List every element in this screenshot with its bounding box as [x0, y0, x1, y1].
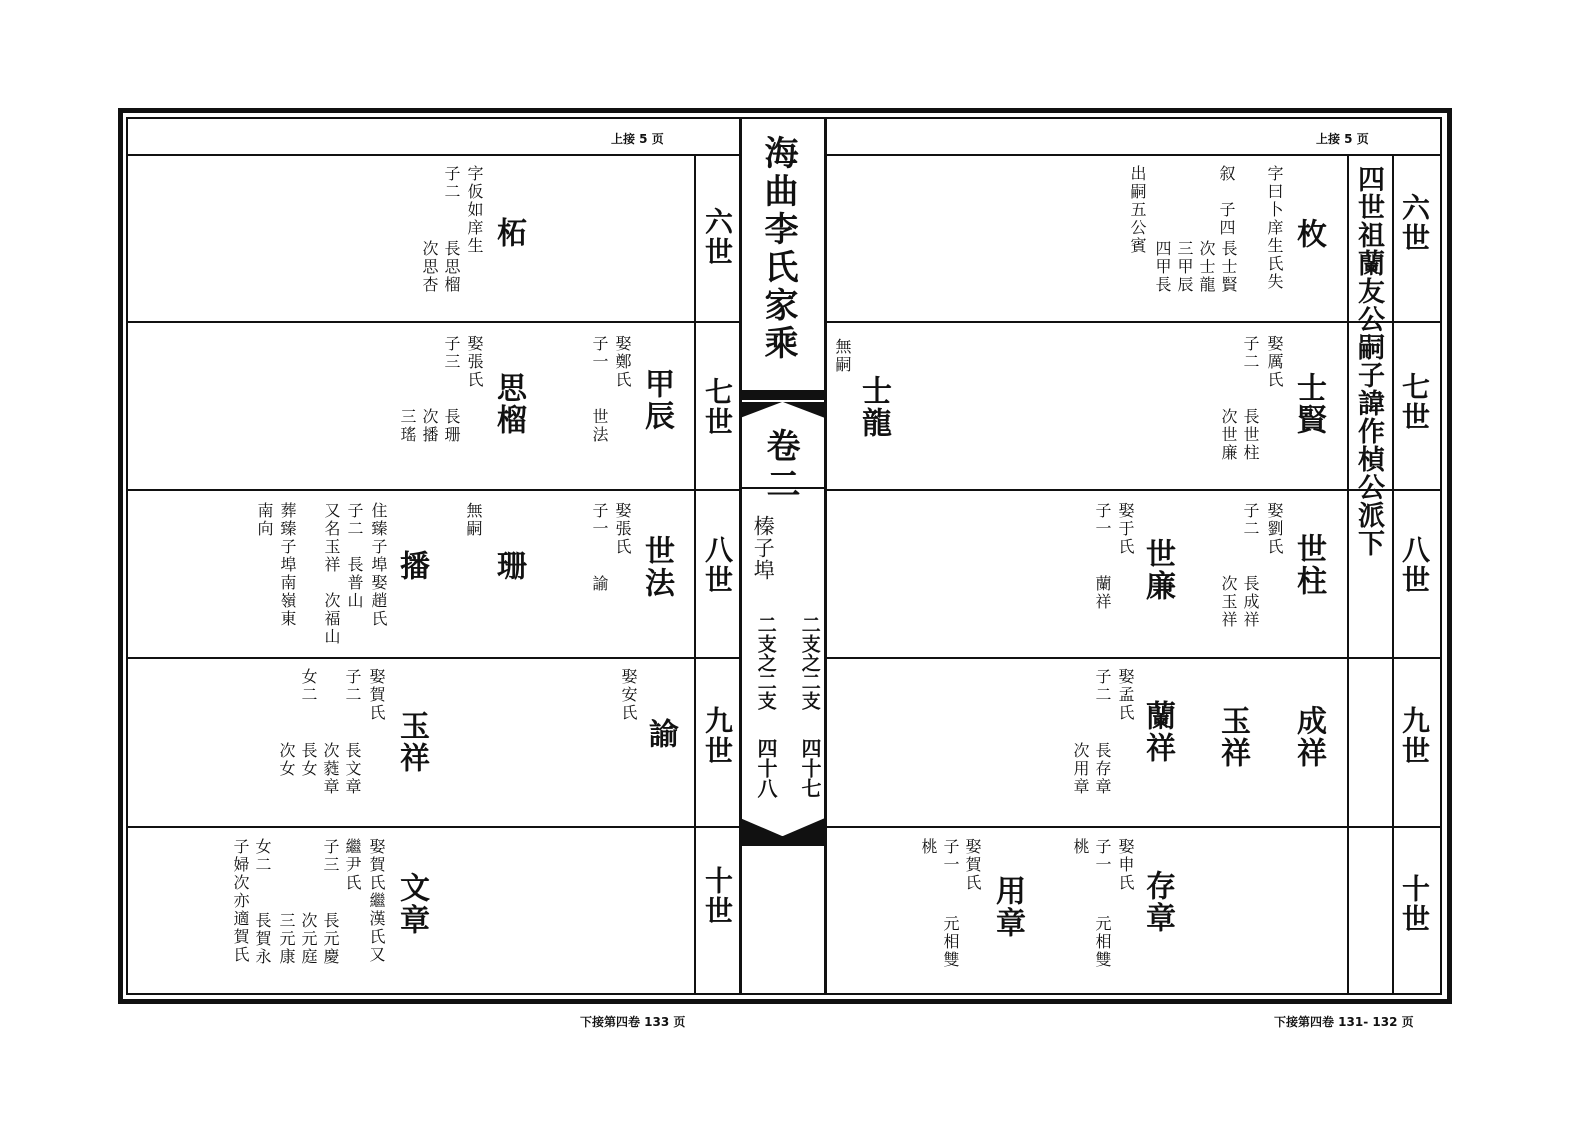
person-note: 女二 [299, 668, 318, 704]
person-note: 長存章 [1093, 742, 1112, 796]
person-note: 住臻子埠娶趙氏 [369, 502, 388, 628]
person-note: 娶申氏 [1116, 838, 1135, 892]
person-name: 文章 [394, 872, 429, 936]
place-label: 榛子埠 [751, 515, 776, 581]
gen-label-left-9: 九世 [701, 706, 734, 766]
person-note: 次女 [277, 742, 296, 778]
person-name: 甲辰 [639, 368, 674, 432]
person-note: 南向 [255, 502, 274, 538]
person-note: 娶張氏 [465, 335, 484, 389]
person-name: 蘭祥 [1140, 700, 1175, 764]
person-note: 子一 [590, 502, 609, 538]
person-name: 成祥 [1291, 705, 1326, 769]
person-name: 世柱 [1291, 533, 1326, 597]
person-name: 玉祥 [1215, 705, 1250, 769]
person-name: 士龍 [856, 375, 891, 439]
person-note: 字仮如庠生 [465, 165, 484, 255]
person-note: 長世柱 [1241, 408, 1260, 462]
person-note: 次玉祥 [1219, 575, 1238, 629]
person-note: 子二 [1093, 668, 1112, 704]
page-number-right: 四十七 [798, 738, 822, 798]
person-name: 玉祥 [394, 710, 429, 774]
person-note: 次士龍 [1197, 240, 1216, 294]
row-line [127, 489, 739, 491]
person-note: 三瑤 [398, 408, 417, 444]
header-link-right[interactable]: 上接 5 页 [1316, 132, 1369, 146]
person-name: 存章 [1140, 870, 1175, 934]
gen-label-left-7: 七世 [701, 377, 734, 437]
person-note: 三元康 [277, 912, 296, 966]
person-note: 子一 [590, 335, 609, 371]
person-note: 出嗣五公賓 [1128, 165, 1147, 255]
person-name: 士賢 [1291, 372, 1326, 436]
gen-label-right-7: 七世 [1398, 372, 1431, 432]
page-number-left: 四十八 [754, 738, 778, 798]
person-name: 世法 [639, 535, 674, 599]
gen-label-left-10: 十世 [701, 866, 734, 926]
person-note: 長元慶 [321, 912, 340, 966]
person-note: 字曰卜庠生氏失 [1265, 165, 1284, 291]
branch-label-left: 二支之二支 [754, 615, 777, 710]
person-note: 娶鄭氏 [613, 335, 632, 389]
title-column-line [1347, 155, 1349, 995]
person-note: 子三 [442, 335, 461, 371]
gen-column-line [1392, 155, 1394, 995]
person-note: 四甲長 [1153, 240, 1172, 294]
person-name: 柘 [491, 217, 526, 249]
gen-label-left-6: 六世 [701, 207, 734, 267]
person-note: 長文章 [343, 742, 362, 796]
person-note: 子一 [1093, 502, 1112, 538]
person-name: 珊 [491, 550, 526, 582]
row-line [127, 321, 739, 323]
person-note: 蘭祥 [1093, 575, 1112, 611]
person-note: 次播 [420, 408, 439, 444]
person-note: 子二 [343, 668, 362, 704]
person-note: 長思榴 [442, 240, 461, 294]
gen-label-right-8: 八世 [1398, 535, 1431, 595]
row-line [127, 154, 739, 156]
person-note: 娶安氏 [619, 668, 638, 722]
person-note: 女二 [253, 838, 272, 874]
footer-link-right[interactable]: 下接第四卷 131- 132 页 [1274, 1015, 1414, 1029]
branch-title: 四世祖蘭友公嗣子諱作楨公派下 [1353, 165, 1384, 557]
gen-label-right-9: 九世 [1398, 706, 1431, 766]
person-note: 子一 [1093, 838, 1112, 874]
header-link-left[interactable]: 上接 5 页 [611, 132, 664, 146]
row-line [127, 826, 739, 828]
volume-label: 卷二 [760, 428, 800, 504]
person-note: 次世廉 [1219, 408, 1238, 462]
person-note: 又名玉祥 次福山 [322, 502, 341, 646]
person-name: 諭 [643, 718, 678, 750]
person-note: 娶于氏 [1116, 502, 1135, 556]
person-note: 長女 [299, 742, 318, 778]
person-name: 播 [394, 550, 429, 582]
person-note: 世法 [590, 408, 609, 444]
person-note: 次思杏 [420, 240, 439, 294]
footer-link-left[interactable]: 下接第四卷 133 页 [580, 1015, 686, 1029]
person-name: 用章 [990, 875, 1025, 939]
person-note: 娶孟氏 [1116, 668, 1135, 722]
person-note: 次用章 [1071, 742, 1090, 796]
person-note: 娶張氏 [613, 502, 632, 556]
person-note: 子二 [1241, 335, 1260, 371]
person-note: 三甲辰 [1175, 240, 1194, 294]
person-note: 桃 [919, 838, 938, 856]
person-note: 元相雙 [941, 915, 960, 969]
person-note: 桃 [1071, 838, 1090, 856]
person-note: 娶賀氏繼漢氏又 [367, 838, 386, 964]
person-note: 娶劉氏 [1265, 502, 1284, 556]
person-name: 枚 [1291, 218, 1326, 250]
person-note: 子二 [442, 165, 461, 201]
person-note: 無嗣 [833, 338, 852, 374]
person-note: 長珊 [442, 408, 461, 444]
person-note: 長賀永 [253, 912, 272, 966]
person-note: 子一 [941, 838, 960, 874]
person-note: 無嗣 [464, 502, 483, 538]
gen-column-line [694, 155, 696, 995]
row-line [127, 657, 739, 659]
gen-label-left-8: 八世 [701, 535, 734, 595]
person-note: 娶賀氏 [963, 838, 982, 892]
person-note: 長士賢 [1219, 240, 1238, 294]
gen-label-right-10: 十世 [1398, 874, 1431, 934]
person-note: 葬臻子埠南嶺東 [278, 502, 297, 628]
person-note: 元相雙 [1093, 915, 1112, 969]
person-note: 子三 [321, 838, 340, 874]
person-note: 娶厲氏 [1265, 335, 1284, 389]
person-name: 思榴 [491, 372, 526, 436]
person-note: 繼尹氏 [343, 838, 362, 892]
person-note: 娶賀氏 [367, 668, 386, 722]
person-note: 子婦次亦適賀氏 [231, 838, 250, 964]
person-note: 長成祥 [1241, 575, 1260, 629]
person-note: 叙 子四 [1217, 165, 1236, 237]
person-note: 子二 [1241, 502, 1260, 538]
person-note: 子二 長普山 [345, 502, 364, 610]
book-title: 海曲李氏家乘 [758, 135, 798, 363]
gen-label-right-6: 六世 [1398, 193, 1431, 253]
branch-label-right: 二支之二支 [798, 615, 821, 710]
person-note: 次元庭 [299, 912, 318, 966]
person-note: 次蕤章 [321, 742, 340, 796]
person-note: 諭 [590, 575, 609, 593]
person-name: 世廉 [1140, 538, 1175, 602]
